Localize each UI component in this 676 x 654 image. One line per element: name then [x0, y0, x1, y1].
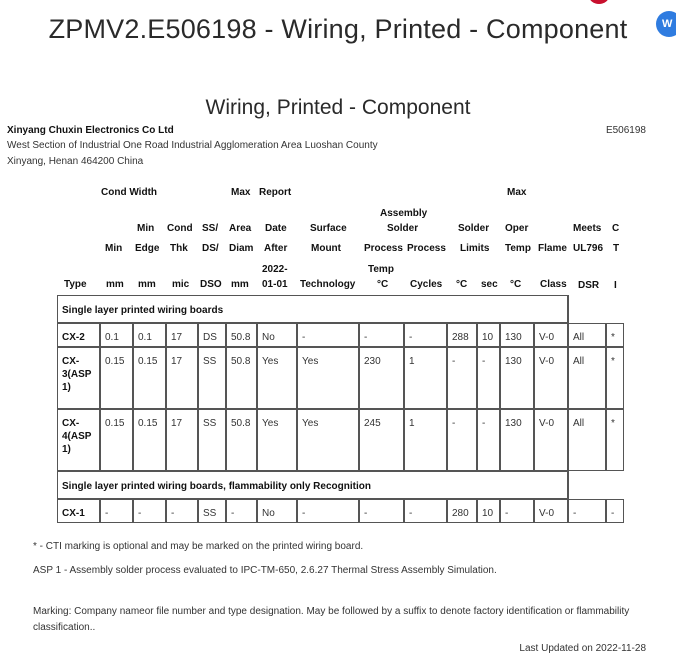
table-cell: -: [166, 499, 198, 523]
header-mm-edge: mm: [138, 279, 156, 290]
company-name: Xinyang Chuxin Electronics Co Ltd: [7, 125, 174, 136]
table-cell: -: [226, 499, 257, 523]
table-cell: 10: [477, 499, 500, 523]
table-cell: 50.8: [226, 409, 257, 471]
type-cell: CX-2: [57, 323, 100, 347]
table-cell: All: [568, 323, 606, 347]
section-title: Single layer printed wiring boards, flammability only Recognition: [57, 471, 568, 499]
header-dso: DSO: [200, 279, 222, 290]
header-min: Min: [105, 243, 123, 254]
blank-cell: [568, 295, 624, 323]
table-cell: -: [404, 499, 447, 523]
table-cell: 0.15: [100, 347, 133, 409]
table-cell: -: [447, 347, 477, 409]
table-cell: 130: [500, 409, 534, 471]
header-assembly: Assembly: [380, 208, 428, 219]
header-area: Area: [229, 223, 252, 234]
header-date-year: 2022-: [262, 264, 288, 275]
header-after: After: [264, 243, 288, 254]
header-temp: Temp: [505, 243, 531, 254]
header-diam: Diam: [229, 243, 254, 254]
table-cell: 245: [359, 409, 404, 471]
header-cond-width: Cond Width: [101, 187, 158, 198]
header-cycles: Cycles: [410, 279, 443, 290]
header-meets: Meets: [573, 223, 602, 234]
table-cell: SS: [198, 499, 226, 523]
table-row: [57, 499, 624, 523]
type-cell: CX-4(ASP 1): [57, 409, 100, 471]
header-report: Report: [259, 187, 292, 198]
header-mount: Mount: [311, 243, 341, 254]
table-cell: V-0: [534, 323, 568, 347]
page-title: ZPMV2.E506198 - Wiring, Printed - Component: [48, 14, 628, 44]
table-cell: -: [133, 499, 166, 523]
table-cell: -: [359, 323, 404, 347]
table-cell: SS: [198, 409, 226, 471]
header-process-cycles: Process: [407, 243, 446, 254]
header-edge: Edge: [135, 243, 160, 254]
table-cell: 230: [359, 347, 404, 409]
address-line-2: Xinyang, Henan 464200 China: [7, 156, 144, 167]
table-cell: 0.1: [133, 323, 166, 347]
header-max: Max: [231, 187, 251, 198]
table-cell: -: [568, 499, 606, 523]
header-c: C: [612, 223, 620, 234]
note-cti: * - CTI marking is optional and may be marked on the printed wiring board.: [33, 541, 364, 552]
table-cell: Yes: [297, 347, 359, 409]
table-cell: 17: [166, 347, 198, 409]
table-cell: V-0: [534, 499, 568, 523]
type-cell: CX-1: [57, 499, 100, 523]
table-cell: -: [606, 499, 624, 523]
table-cell: 280: [447, 499, 477, 523]
blank-cell: [568, 471, 624, 499]
table-cell: 17: [166, 409, 198, 471]
document-title: Wiring, Printed - Component: [205, 96, 471, 119]
table-cell: 50.8: [226, 323, 257, 347]
table-cell: -: [297, 499, 359, 523]
header-ss: SS/: [202, 223, 219, 234]
table-cell: -: [359, 499, 404, 523]
table-cell: All: [568, 409, 606, 471]
table-cell: -: [447, 409, 477, 471]
table-cell: 0.15: [100, 409, 133, 471]
table-cell: SS: [198, 347, 226, 409]
header-date-day: 01-01: [262, 279, 288, 290]
table-cell: 288: [447, 323, 477, 347]
note-marking: Marking: Company nameor file number and type designation. May be followed by a suffix to denote factory identification or flammability classification..: [33, 606, 630, 633]
section-header-row: [57, 295, 624, 323]
header-i: I: [614, 280, 617, 291]
header-cond-thk: Cond: [167, 223, 193, 234]
header-technology: Technology: [300, 279, 356, 290]
header-min-edge: Min: [137, 223, 155, 234]
header-temp-label: Temp: [368, 264, 394, 275]
table-cell: -: [477, 347, 500, 409]
table-cell: -: [500, 499, 534, 523]
table-cell: 50.8: [226, 347, 257, 409]
header-surface: Surface: [310, 223, 347, 234]
section-header-row: [57, 471, 624, 499]
header-solder: Solder: [387, 223, 419, 234]
header-ul796: UL796: [573, 243, 604, 254]
header-ds: DS/: [202, 243, 219, 254]
address-line-1: West Section of Industrial One Road Industrial Agglomeration Area Luoshan County: [7, 140, 378, 151]
table-cell: Yes: [257, 409, 297, 471]
widget-icon[interactable]: W: [656, 11, 676, 37]
table-cell: 130: [500, 347, 534, 409]
table-cell: -: [404, 323, 447, 347]
data-table: [57, 295, 624, 523]
notification-badge: [589, 0, 609, 4]
header-dsr: DSR: [578, 280, 600, 291]
table-cell: 1: [404, 409, 447, 471]
table-row: [57, 347, 624, 409]
table-cell: 0.15: [133, 409, 166, 471]
table-cell: V-0: [534, 409, 568, 471]
header-t: T: [613, 243, 620, 254]
file-number: E506198: [605, 125, 646, 136]
note-asp: ASP 1 - Assembly solder process evaluated to IPC-TM-650, 2.6.27 Thermal Stress Assembly Simulation.: [33, 565, 497, 576]
header-mic: mic: [172, 279, 190, 290]
header-thk: Thk: [170, 243, 188, 254]
table-cell: V-0: [534, 347, 568, 409]
last-updated: Last Updated on 2022-11-28: [519, 643, 646, 654]
header-max-oper: Max: [507, 187, 527, 198]
table-cell: Yes: [257, 347, 297, 409]
table-cell: -: [100, 499, 133, 523]
header-sec: sec: [481, 279, 498, 290]
header-oper: Oper: [505, 223, 529, 234]
header-mm-min: mm: [106, 279, 124, 290]
header-solder-limits: Solder: [458, 223, 490, 234]
header-flame: Flame: [538, 243, 567, 254]
table-cell: 1: [404, 347, 447, 409]
table-cell: 0.1: [100, 323, 133, 347]
header-process-temp: Process: [364, 243, 403, 254]
table-cell: DS: [198, 323, 226, 347]
type-cell: CX-3(ASP 1): [57, 347, 100, 409]
table-row: [57, 409, 624, 471]
table-cell: 130: [500, 323, 534, 347]
table-cell: *: [606, 347, 624, 409]
table-cell: -: [297, 323, 359, 347]
header-degc-limits: °C: [456, 279, 468, 290]
table-cell: 17: [166, 323, 198, 347]
table-cell: -: [477, 409, 500, 471]
header-mm-diam: mm: [231, 279, 249, 290]
table-cell: 0.15: [133, 347, 166, 409]
table-cell: No: [257, 499, 297, 523]
header-date: Date: [265, 223, 287, 234]
table-cell: 10: [477, 323, 500, 347]
header-type: Type: [64, 279, 87, 290]
header-degc-process: °C: [377, 279, 389, 290]
table-cell: No: [257, 323, 297, 347]
table-cell: *: [606, 323, 624, 347]
table-row: [57, 323, 624, 347]
header-limits: Limits: [460, 243, 490, 254]
table-cell: All: [568, 347, 606, 409]
header-degc-oper: °C: [510, 279, 522, 290]
section-title: Single layer printed wiring boards: [57, 295, 568, 323]
header-class: Class: [540, 279, 567, 290]
table-cell: Yes: [297, 409, 359, 471]
table-cell: *: [606, 409, 624, 471]
